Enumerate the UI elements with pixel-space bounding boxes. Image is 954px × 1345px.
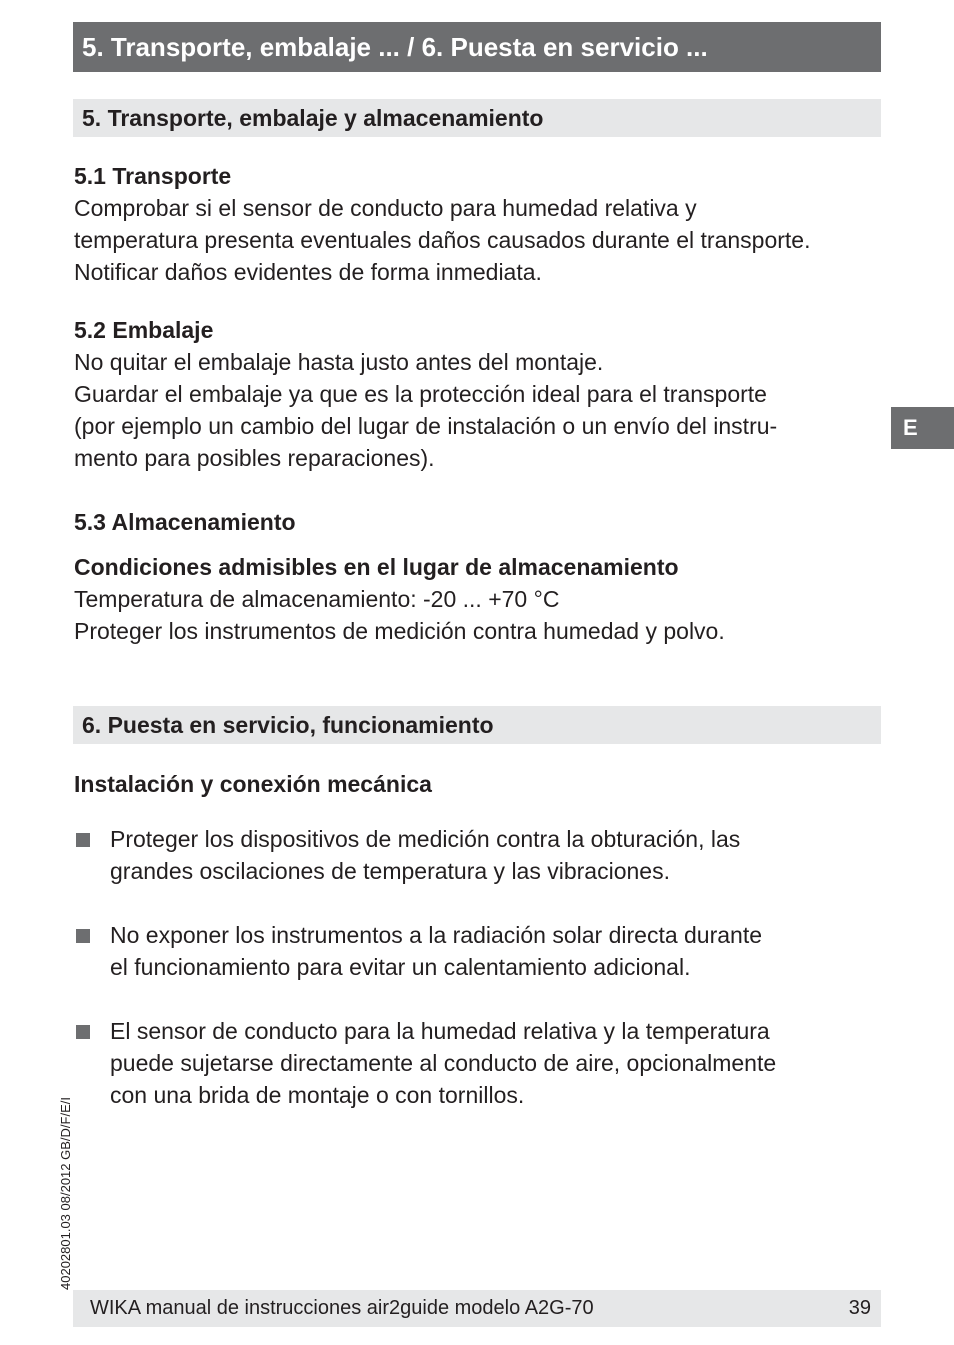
list-item-line: con una brida de montaje o con tornillos. — [110, 1082, 525, 1108]
document-code: 40202801.03 08/2012 GB/D/F/E/I — [58, 1097, 73, 1290]
footer-text: WIKA manual de instrucciones air2guide modelo A2G-70 — [90, 1297, 594, 1319]
list-item-line: Proteger los dispositivos de medición contra la obturación, las — [110, 826, 741, 852]
subsection-5-1-heading: 5.1 Transporte — [74, 163, 232, 189]
section-5-title: 5. Transporte, embalaje y almacenamiento — [73, 99, 881, 137]
subsection-5-2-heading: 5.2 Embalaje — [74, 317, 214, 343]
list-item-line: El sensor de conducto para la humedad relativa y la temperatura — [110, 1018, 770, 1044]
paragraph-line: Proteger los instrumentos de medición contra humedad y polvo. — [74, 618, 725, 644]
paragraph-line: mento para posibles reparaciones). — [74, 445, 435, 471]
paragraph-line: temperatura presenta eventuales daños causados durante el transporte. — [74, 227, 811, 253]
paragraph-line: Temperatura de almacenamiento: -20 ... +70 °C — [74, 586, 560, 612]
paragraph-line: Guardar el embalaje ya que es la protección ideal para el transporte — [74, 381, 767, 407]
page-footer — [73, 1290, 881, 1327]
storage-conditions-heading: Condiciones admisibles en el lugar de almacenamiento — [74, 554, 679, 580]
subsection-5-2 — [74, 314, 894, 474]
storage-conditions — [74, 551, 894, 647]
list-item-line: el funcionamiento para evitar un calentamiento adicional. — [110, 954, 691, 980]
list-item-line: puede sujetarse directamente al conducto de aire, opcionalmente — [110, 1050, 777, 1076]
paragraph-line: Notificar daños evidentes de forma inmediata. — [74, 259, 542, 285]
installation-heading: Instalación y conexión mecánica — [74, 771, 432, 797]
paragraph-line: (por ejemplo un cambio del lugar de instalación o un envío del instru- — [74, 413, 778, 439]
page-title: 5. Transporte, embalaje ... / 6. Puesta en servicio ... — [73, 22, 881, 72]
subsection-5-3 — [74, 506, 894, 538]
language-tab: E — [891, 407, 954, 449]
paragraph-line: Comprobar si el sensor de conducto para humedad relativa y — [74, 195, 697, 221]
section-6-title: 6. Puesta en servicio, funcionamiento — [73, 706, 881, 744]
bullet-square-icon — [76, 833, 90, 847]
list-item-line: grandes oscilaciones de temperatura y las vibraciones. — [110, 858, 670, 884]
list-item-line: No exponer los instrumentos a la radiación solar directa durante — [110, 922, 763, 948]
bullet-square-icon — [76, 1025, 90, 1039]
subsection-5-1 — [74, 160, 894, 288]
bullet-square-icon — [76, 929, 90, 943]
paragraph-line: No quitar el embalaje hasta justo antes del montaje. — [74, 349, 604, 375]
page-number: 39 — [848, 1297, 871, 1319]
installation-heading-block — [74, 768, 894, 800]
subsection-5-3-heading: 5.3 Almacenamiento — [74, 509, 296, 535]
